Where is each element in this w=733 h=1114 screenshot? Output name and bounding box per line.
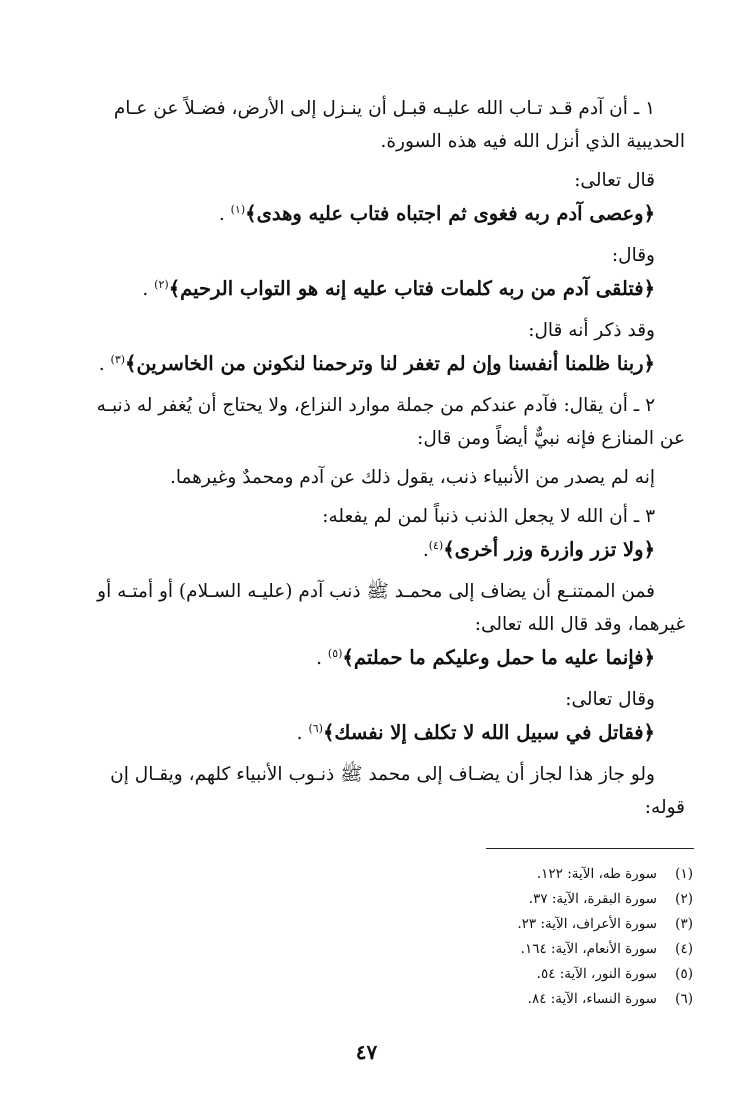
quote-6: ﴿فقاتل في سبيل الله لا تكلف إلا نفسك﴾$^{(٦)}$ .	[296, 721, 655, 744]
footnote-number: (٥)	[675, 966, 693, 982]
quran-verse-2: ﴿فتلقى آدم من ربه كلمات فتاب عليه إنه هو التواب الرحيم﴾	[168, 277, 655, 300]
page-number: ٤٧	[355, 1040, 378, 1064]
quote-2: ﴿فتلقى آدم من ربه كلمات فتاب عليه إنه هو التواب الرحيم﴾$^{(٢)}$ .	[142, 277, 655, 300]
footnote-text: سورة البقرة، الآية: ٣٧.	[528, 891, 657, 907]
paragraph-4-line-1: فمن الممتنـع أن يضاف إلى محمـد ﷺ ذنب آدم (عليـه السـلام) أو أمتـه أو	[97, 581, 655, 602]
paragraph-2-line-1: ٢ ـ أن يقال: فآدم عندكم من جملة موارد النزاع، ولا يحتاج أن يُغفر له ذنبـه	[96, 395, 655, 416]
quote-6-intro: وقال تعالى:	[565, 689, 655, 710]
quran-verse-3: ﴿ربنا ظلمنا أنفسنا وإن لم تغفر لنا وترحمنا لنكونن من الخاسرين﴾	[125, 352, 655, 375]
paragraph-5-line-1: ولو جاز هذا لجاز أن يضـاف إلى محمد ﷺ ذنـوب الأنبياء كلهم، ويقـال إن	[110, 764, 655, 785]
paragraph-2-line-2: عن المنازع فإنه نبيٌّ أيضاً ومن قال:	[417, 428, 685, 449]
footnote-number: (١)	[675, 866, 693, 882]
footnote-text: سورة طه، الآية: ١٢٢.	[536, 866, 657, 882]
paragraph-4-line-2: غيرهما، وقد قال الله تعالى:	[474, 614, 685, 635]
footnote-text: سورة النور، الآية: ٥٤.	[536, 966, 657, 982]
footnote-text: سورة الأعراف، الآية: ٢٣.	[517, 916, 657, 932]
footnote-number: (٣)	[675, 916, 693, 932]
quote-3-intro: وقد ذكر أنه قال:	[528, 320, 655, 341]
quote-4: ﴿ولا تزر وازرة وزر أخرى﴾$^{(٤)}$.	[422, 538, 655, 561]
footnote-item	[373, 962, 693, 987]
footnote-item	[373, 987, 693, 1012]
footnote-ref-6: (٦)	[308, 722, 323, 735]
footnote-ref-1: (١)	[230, 203, 246, 216]
footnote-item	[373, 912, 693, 937]
footnote-item	[373, 862, 693, 887]
footnote-number: (٦)	[675, 991, 693, 1007]
footnote-item	[373, 887, 693, 912]
quote-5: ﴿فإنما عليه ما حمل وعليكم ما حملتم﴾$^{(٥)}$ .	[316, 646, 655, 669]
footnotes	[373, 862, 693, 1012]
quran-verse-6: ﴿فقاتل في سبيل الله لا تكلف إلا نفسك﴾	[322, 721, 655, 744]
footnote-number: (٤)	[675, 941, 693, 957]
footnote-ref-4: (٤)	[428, 539, 444, 552]
quran-verse-1: ﴿وعصى آدم ربه فغوى ثم اجتباه فتاب عليه وهدى﴾	[245, 202, 655, 225]
footnote-ref-5: (٥)	[327, 647, 343, 660]
footnote-divider	[486, 848, 694, 849]
paragraph-5-line-2: قوله:	[644, 797, 685, 818]
quran-verse-4: ﴿ولا تزر وازرة وزر أخرى﴾	[443, 538, 655, 561]
quran-verse-5: ﴿فإنما عليه ما حمل وعليكم ما حملتم﴾	[342, 646, 655, 669]
footnote-text: سورة الأنعام، الآية: ١٦٤.	[520, 941, 657, 957]
footnote-text: سورة النساء، الآية: ٨٤.	[527, 991, 657, 1007]
paragraph-2-line-3: إنه لم يصدر من الأنبياء ذنب، يقول ذلك عن آدم ومحمدٌ وغيرهما.	[169, 467, 655, 488]
paragraph-1-line-2: الحديبية الذي أنزل الله فيه هذه السورة.	[380, 131, 685, 152]
paragraph-3-line-1: ٣ ـ أن الله لا يجعل الذنب ذنباً لمن لم يفعله:	[322, 506, 655, 527]
quote-3: ﴿ربنا ظلمنا أنفسنا وإن لم تغفر لنا وترحمنا لنكونن من الخاسرين﴾$^{(٣)}$ .	[98, 352, 655, 375]
quote-1: ﴿وعصى آدم ربه فغوى ثم اجتباه فتاب عليه وهدى﴾$^{(١)}$ .	[218, 202, 655, 225]
footnote-ref-2: (٢)	[154, 278, 169, 291]
footnote-ref-3: (٣)	[110, 353, 126, 366]
quote-1-intro: قال تعالى:	[574, 170, 655, 191]
quote-2-intro: وقال:	[611, 245, 655, 266]
footnote-number: (٢)	[675, 891, 693, 907]
paragraph-1-line-1: ١ ـ أن آدم قـد تـاب الله عليـه قبـل أن ينـزل إلى الأرض، فضـلاً عن عـام	[113, 98, 655, 119]
footnote-item	[373, 937, 693, 962]
body-text	[37, 92, 685, 824]
